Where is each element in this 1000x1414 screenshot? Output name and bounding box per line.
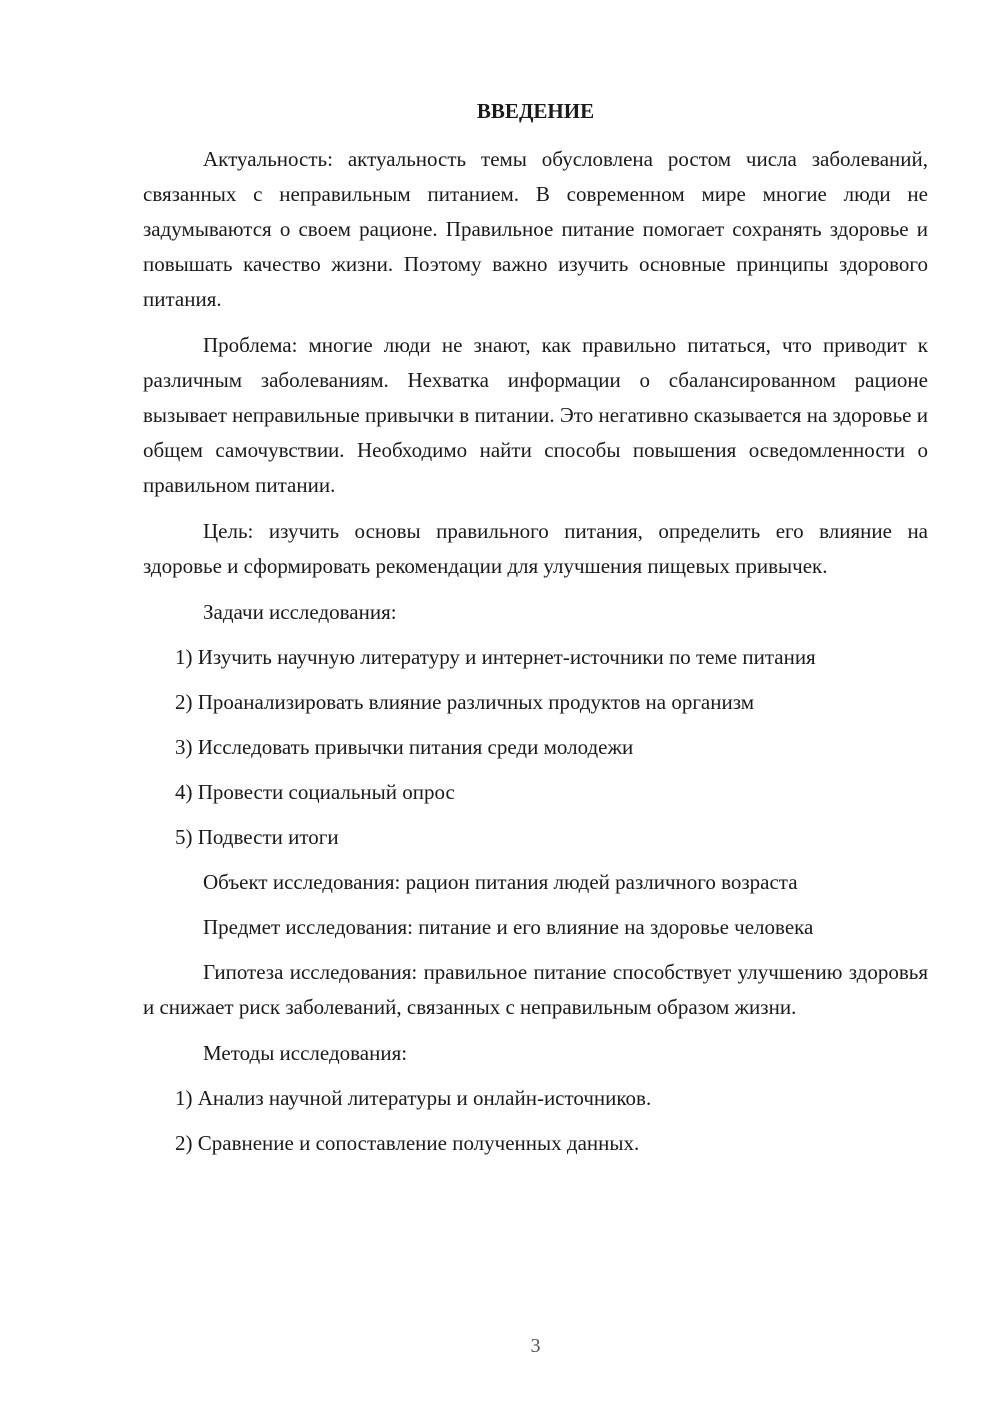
goal-paragraph: Цель: изучить основы правильного питания, определить его влияние на здоровье и сформировать рекомендации для улучшения пищевых привычек. xyxy=(143,519,928,578)
methods-heading: Методы исследования: xyxy=(203,1041,408,1065)
document-body xyxy=(143,142,928,1171)
task-item-2: 2) Проанализировать влияние различных продуктов на организм xyxy=(175,690,755,714)
problem-paragraph: Проблема: многие люди не знают, как правильно питаться, что приводит к различным заболеваниям. Нехватка информации о сбалансированном рационе вызывает неправильные привычки в питании. Это негативно сказывается на здоровье и общем самочувствии. Необходимо найти способы повышения осведомленности о правильном питании. xyxy=(143,333,928,497)
page-title: ВВЕДЕНИЕ xyxy=(476,99,595,123)
task-item-5: 5) Подвести итоги xyxy=(175,825,339,849)
tasks-heading: Задачи исследования: xyxy=(203,600,397,624)
research-subject: Предмет исследования: питание и его влияние на здоровье человека xyxy=(203,915,814,939)
relevance-paragraph: Актуальность: актуальность темы обусловлена ростом числа заболеваний, связанных с неправильным питанием. В современном мире многие люди не задумываются о своем рационе. Правильное питание помогает сохранять здоровье и повышать качество жизни. Поэтому важно изучить основные принципы здорового питания. xyxy=(143,147,928,311)
task-item-4: 4) Провести социальный опрос xyxy=(175,780,455,804)
method-item-1: 1) Анализ научной литературы и онлайн-источников. xyxy=(175,1086,652,1110)
method-item-2: 2) Сравнение и сопоставление полученных данных. xyxy=(175,1131,640,1155)
page-number: 3 xyxy=(530,1335,541,1357)
research-object: Объект исследования: рацион питания людей различного возраста xyxy=(203,870,798,894)
hypothesis-paragraph: Гипотеза исследования: правильное питание способствует улучшению здоровья и снижает риск заболеваний, связанных с неправильным образом жизни. xyxy=(143,960,928,1019)
task-item-1: 1) Изучить научную литературу и интернет-источники по теме питания xyxy=(175,645,816,669)
task-item-3: 3) Исследовать привычки питания среди молодежи xyxy=(175,735,634,759)
